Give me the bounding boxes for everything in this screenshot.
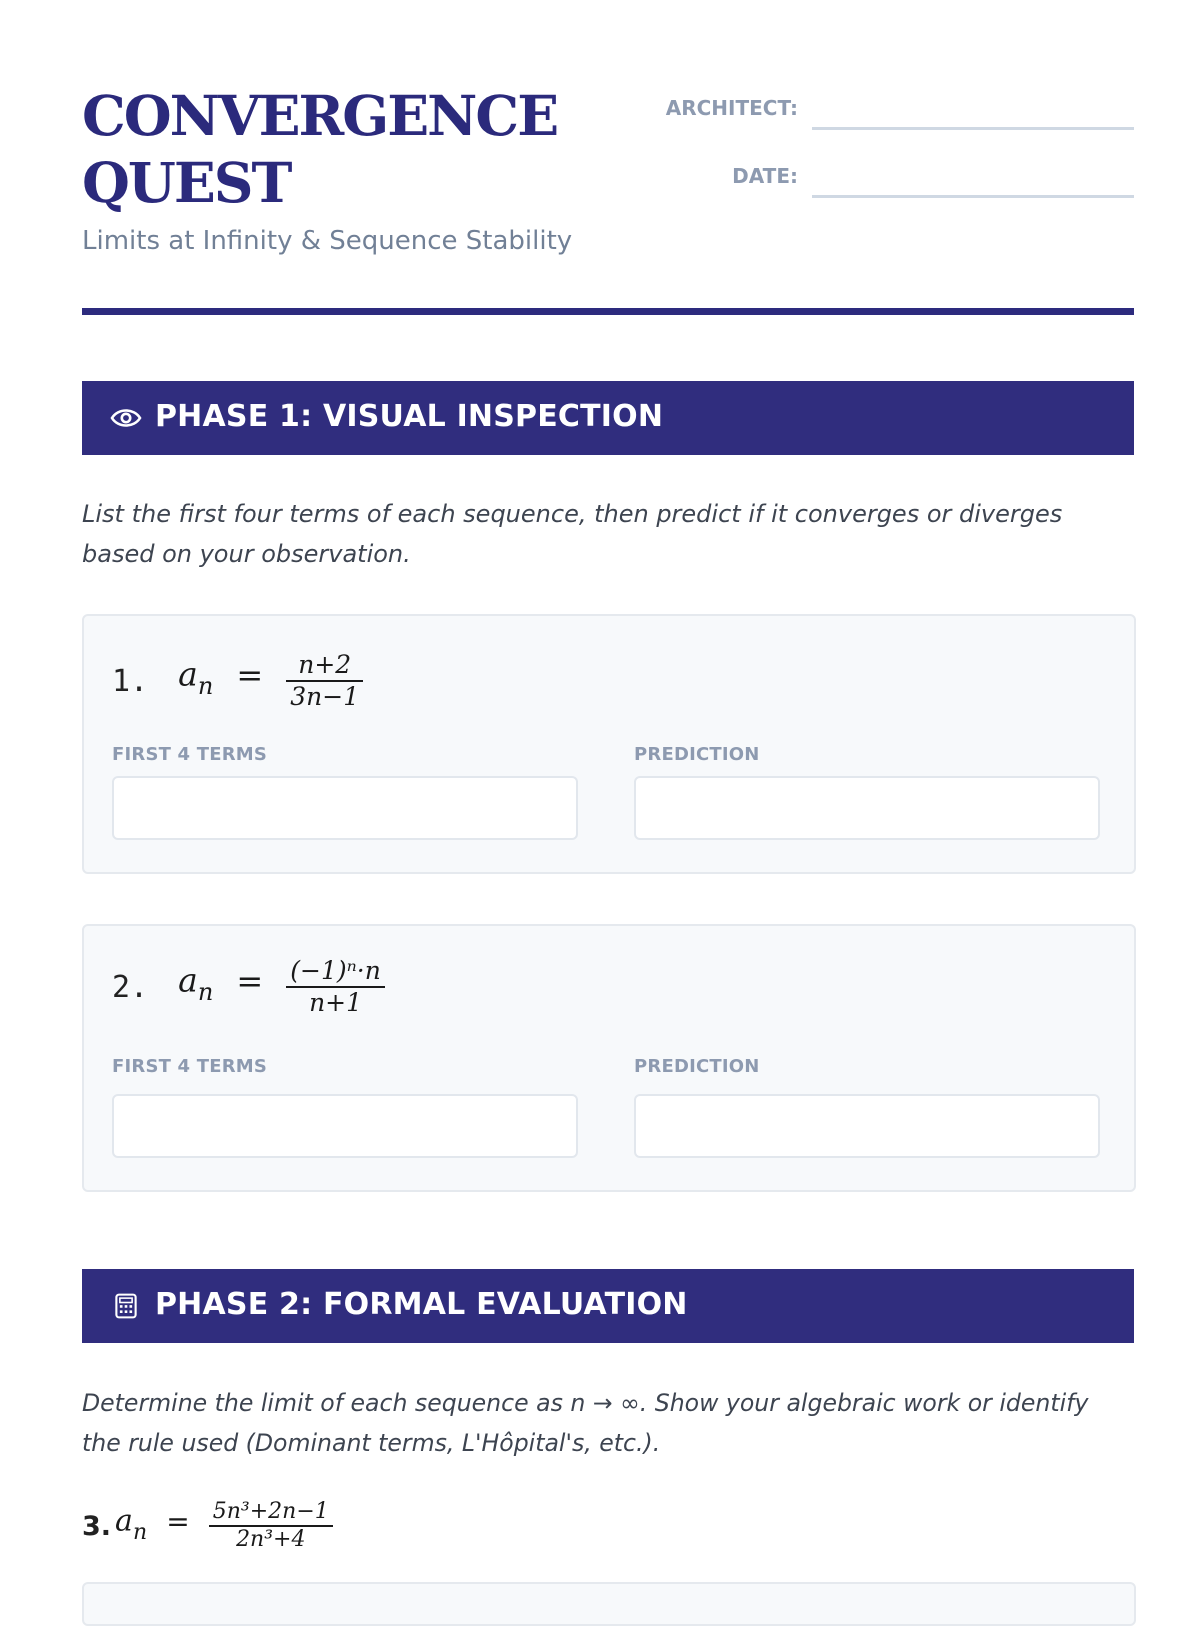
problem-1-terms-input[interactable] xyxy=(112,776,578,840)
phase-1-header xyxy=(82,381,1134,455)
header-divider xyxy=(82,308,1134,315)
problem-1-denominator: 3n−1 xyxy=(290,682,360,711)
problem-3-number: 3. xyxy=(82,1510,112,1542)
problem-1-equation xyxy=(112,646,363,716)
problem-3-fraction xyxy=(209,1500,333,1552)
problem-3-equals: = xyxy=(166,1504,190,1538)
title-line-1: CONVERGENCE xyxy=(82,83,558,148)
problem-3-numerator: 5n³+2n−1 xyxy=(212,1499,329,1524)
problem-2-prediction-label: PREDICTION xyxy=(634,1056,760,1077)
phase-2-header xyxy=(82,1269,1134,1343)
problem-1-equals: = xyxy=(236,655,264,694)
date-label: DATE: xyxy=(732,164,798,188)
problem-3-equation xyxy=(82,1500,333,1552)
problem-1-prediction-input[interactable] xyxy=(634,776,1100,840)
problem-2-prediction-input[interactable] xyxy=(634,1094,1100,1158)
date-line[interactable] xyxy=(812,195,1134,198)
problem-2-terms-input[interactable] xyxy=(112,1094,578,1158)
problem-2-lhs-var: a xyxy=(178,960,198,1000)
problem-2-fraction xyxy=(286,957,385,1017)
page-title xyxy=(82,82,557,216)
problem-3-lhs-sub: n xyxy=(132,1519,148,1545)
problem-1-lhs-sub: n xyxy=(197,671,214,700)
problem-1-number: 1. xyxy=(112,663,149,699)
problem-2-equals: = xyxy=(236,961,264,1000)
problem-2-equation xyxy=(112,952,385,1022)
problem-1-prediction-label: PREDICTION xyxy=(634,744,760,765)
calculator-icon xyxy=(112,1290,140,1322)
problem-1-fraction xyxy=(286,651,363,711)
phase-2-instructions: Determine the limit of each sequence as n → ∞. Show your algebraic work or identify the rule used (Dominant terms, L'Hôpital's, etc.). xyxy=(82,1389,1089,1457)
architect-label: ARCHITECT: xyxy=(665,96,798,120)
problem-1-terms-label: FIRST 4 TERMS xyxy=(112,744,268,765)
architect-field xyxy=(664,90,1134,130)
worksheet-page xyxy=(82,0,1134,1600)
problem-2-lhs-sub: n xyxy=(197,977,214,1006)
architect-line[interactable] xyxy=(812,127,1134,130)
problem-2-numerator: (−1)ⁿ·n xyxy=(290,956,381,985)
problem-card-2 xyxy=(82,924,1136,1192)
problem-1-numerator: n+2 xyxy=(298,650,352,679)
problem-card-3 xyxy=(82,1582,1136,1626)
eye-icon xyxy=(110,404,142,432)
problem-2-denominator: n+1 xyxy=(309,988,363,1017)
page-subtitle: Limits at Infinity & Sequence Stability xyxy=(82,226,573,256)
problem-card-1 xyxy=(82,614,1136,874)
problem-2-terms-label: FIRST 4 TERMS xyxy=(112,1056,268,1077)
problem-3-lhs-var: a xyxy=(115,1503,133,1539)
phase-2-title: PHASE 2: FORMAL EVALUATION xyxy=(155,1287,688,1322)
problem-2-number: 2. xyxy=(112,969,149,1005)
date-field xyxy=(664,158,1134,198)
phase-1-title: PHASE 1: VISUAL INSPECTION xyxy=(155,399,664,434)
problem-3-denominator: 2n³+4 xyxy=(236,1527,306,1552)
phase-1-instructions: List the first four terms of each sequence, then predict if it converges or diverges based on your observation. xyxy=(82,500,1063,568)
problem-1-lhs-var: a xyxy=(178,654,198,694)
title-line-2: QUEST xyxy=(82,150,291,215)
